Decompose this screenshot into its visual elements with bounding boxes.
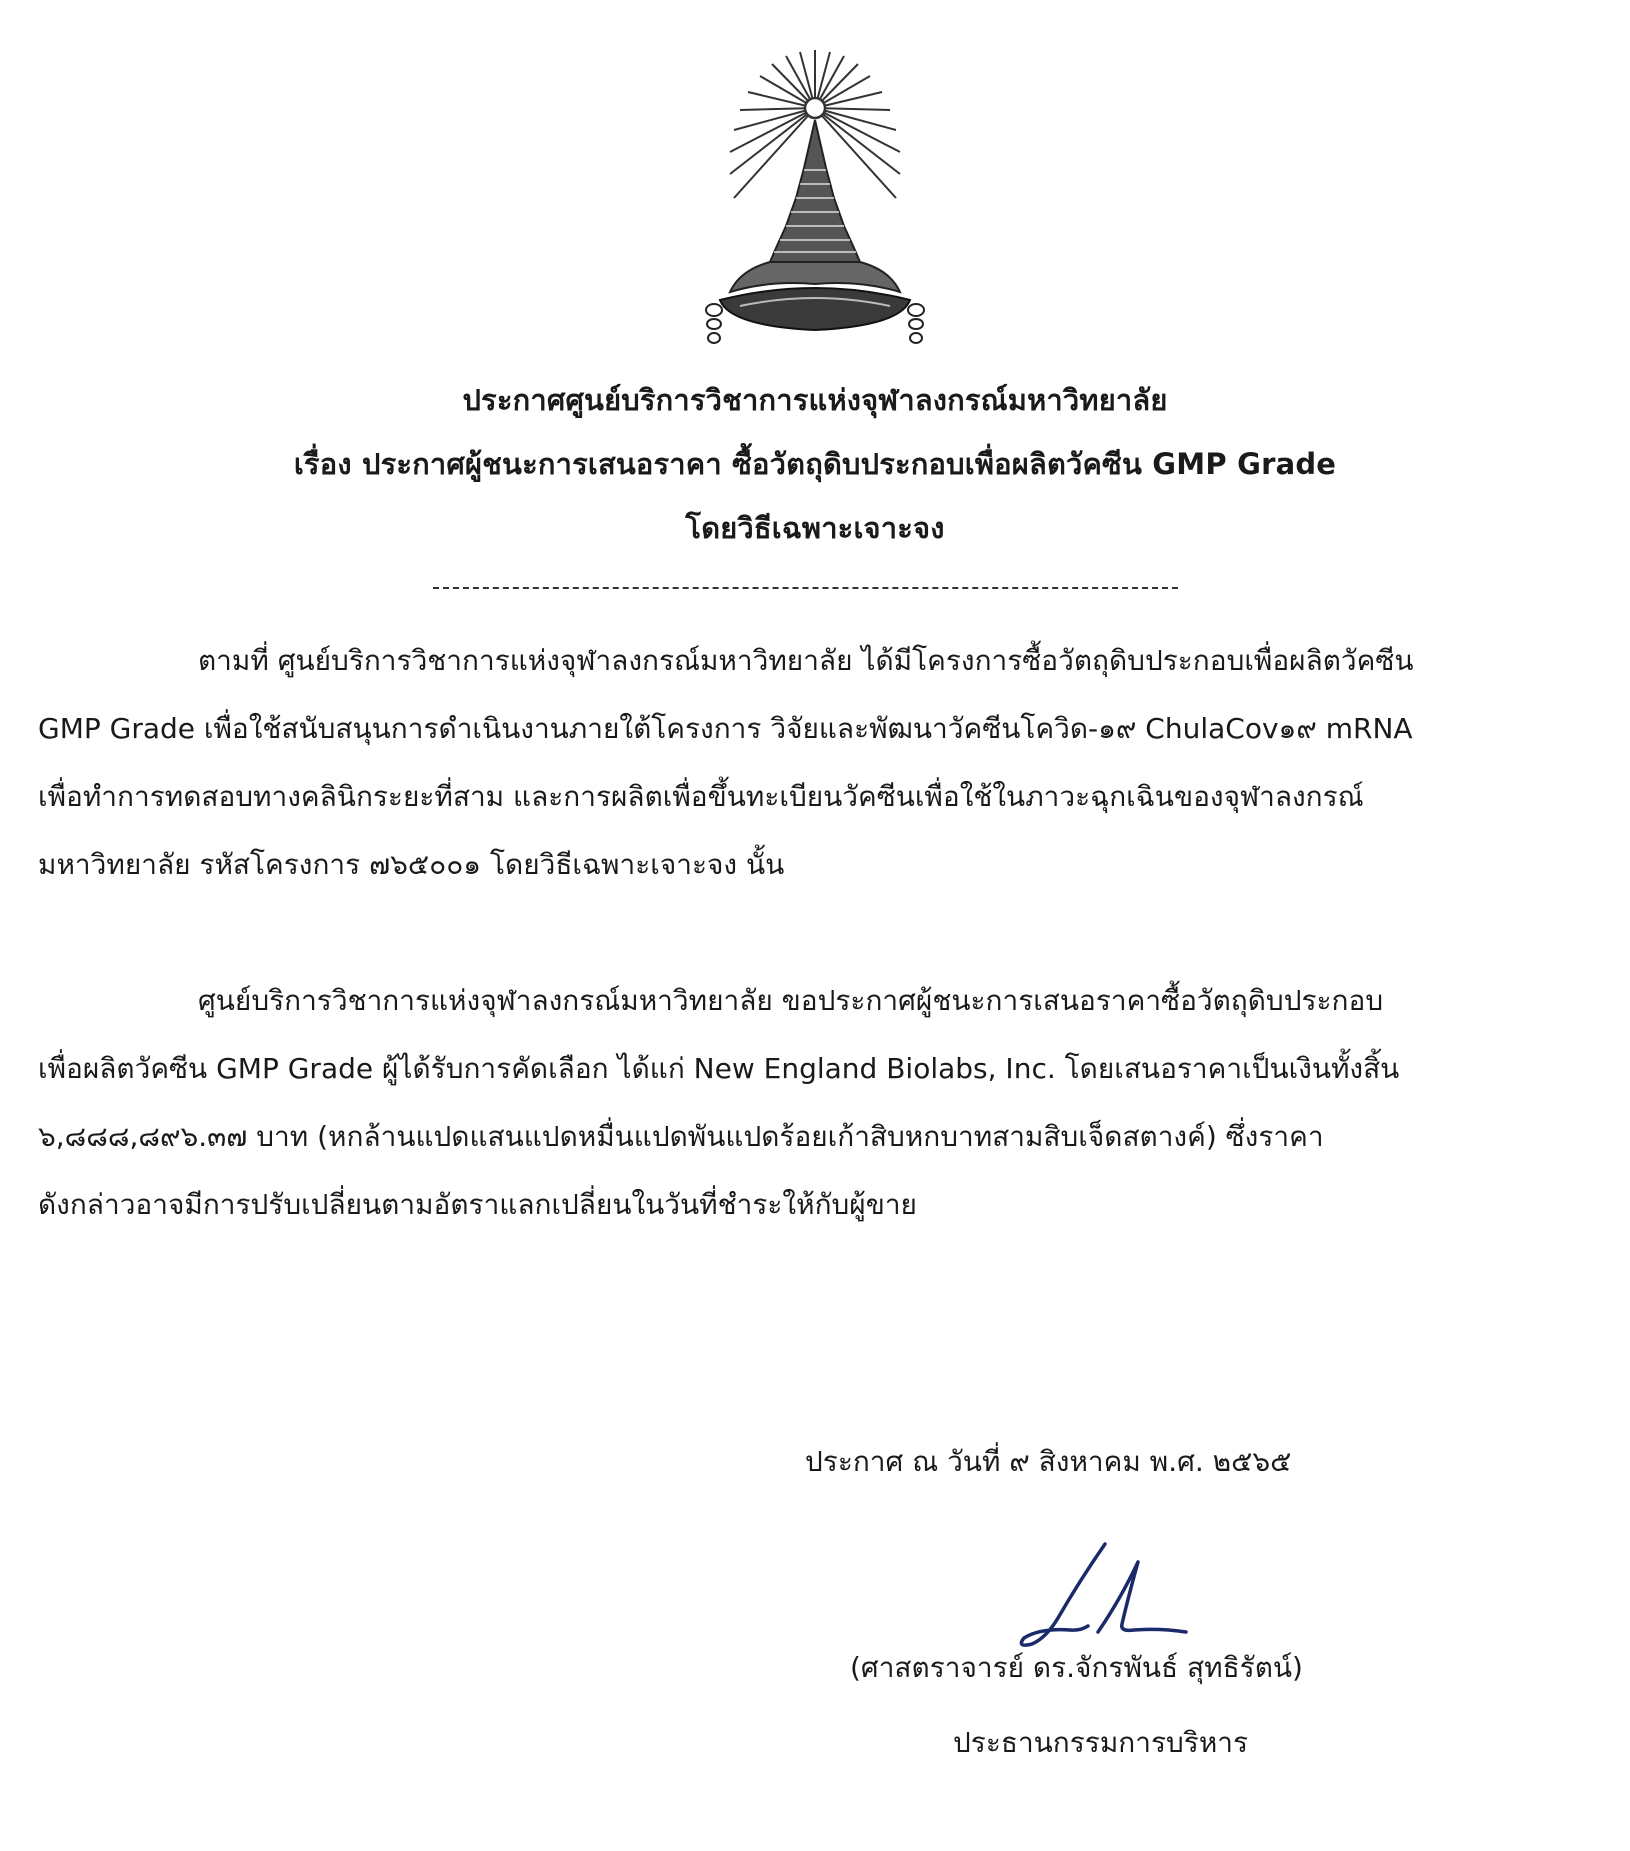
- paragraph-1: [38, 627, 1558, 899]
- paragraph-2-line: ๖,๘๘๘,๘๙๖.๓๗ บาท (หกล้านแปดแสนแปดหมื่นแปดพันแปดร้อยเก้าสิบหกบาทสามสิบเจ็ดสตางค์) ซึ่งราคา: [38, 1120, 1324, 1153]
- paragraph-1-line: ตามที่ ศูนย์บริการวิชาการแห่งจุฬาลงกรณ์มหาวิทยาลัย ได้มีโครงการซื้อวัตถุดิบประกอบเพื่อผลิตวัคซีน: [198, 644, 1414, 677]
- signer-name: (ศาสตราจารย์ ดร.จักรพันธ์ สุทธิรัตน์): [850, 1651, 1303, 1684]
- divider-line: [433, 587, 1178, 589]
- signer-title: ประธานกรรมการบริหาร: [953, 1726, 1249, 1759]
- handwritten-signature: [1010, 1540, 1190, 1660]
- paragraph-1-line: เพื่อทำการทดสอบทางคลินิกระยะที่สาม และการผลิตเพื่อขึ้นทะเบียนวัคซีนเพื่อใช้ในภาวะฉุกเฉินของจุฬาลงกรณ์: [38, 780, 1364, 813]
- paragraph-2-line: เพื่อผลิตวัคซีน GMP Grade ผู้ได้รับการคัดเลือก ได้แก่ New England Biolabs, Inc. โดยเสนอราคาเป็นเงินทั้งสิ้น: [38, 1052, 1400, 1085]
- header-line-2: เรื่อง ประกาศผู้ชนะการเสนอราคา ซื้อวัตถุดิบประกอบเพื่อผลิตวัคซีน GMP Grade: [293, 447, 1337, 481]
- header-line-1: ประกาศศูนย์บริการวิชาการแห่งจุฬาลงกรณ์มหาวิทยาลัย: [462, 383, 1168, 417]
- paragraph-1-line: GMP Grade เพื่อใช้สนับสนุนการดำเนินงานภายใต้โครงการ วิจัยและพัฒนาวัคซีนโควิด-๑๙ ChulaCov๑๙ mRNA: [38, 712, 1413, 745]
- chula-phra-kiao-emblem-icon: [700, 48, 930, 358]
- announcement-date: ประกาศ ณ วันที่ ๙ สิงหาคม พ.ศ. ๒๕๖๕: [805, 1445, 1292, 1478]
- paragraph-2-line: ศูนย์บริการวิชาการแห่งจุฬาลงกรณ์มหาวิทยาลัย ขอประกาศผู้ชนะการเสนอราคาซื้อวัตถุดิบประกอบ: [198, 984, 1384, 1017]
- paragraph-2-line: ดังกล่าวอาจมีการปรับเปลี่ยนตามอัตราแลกเปลี่ยนในวันที่ชำระให้กับผู้ขาย: [38, 1188, 917, 1221]
- paragraph-2: [38, 967, 1558, 1239]
- announcement-header: [0, 368, 1630, 560]
- paragraph-1-line: มหาวิทยาลัย รหัสโครงการ ๗๖๕๐๐๑ โดยวิธีเฉพาะเจาะจง นั้น: [38, 848, 785, 881]
- header-line-3: โดยวิธีเฉพาะเจาะจง: [685, 511, 945, 545]
